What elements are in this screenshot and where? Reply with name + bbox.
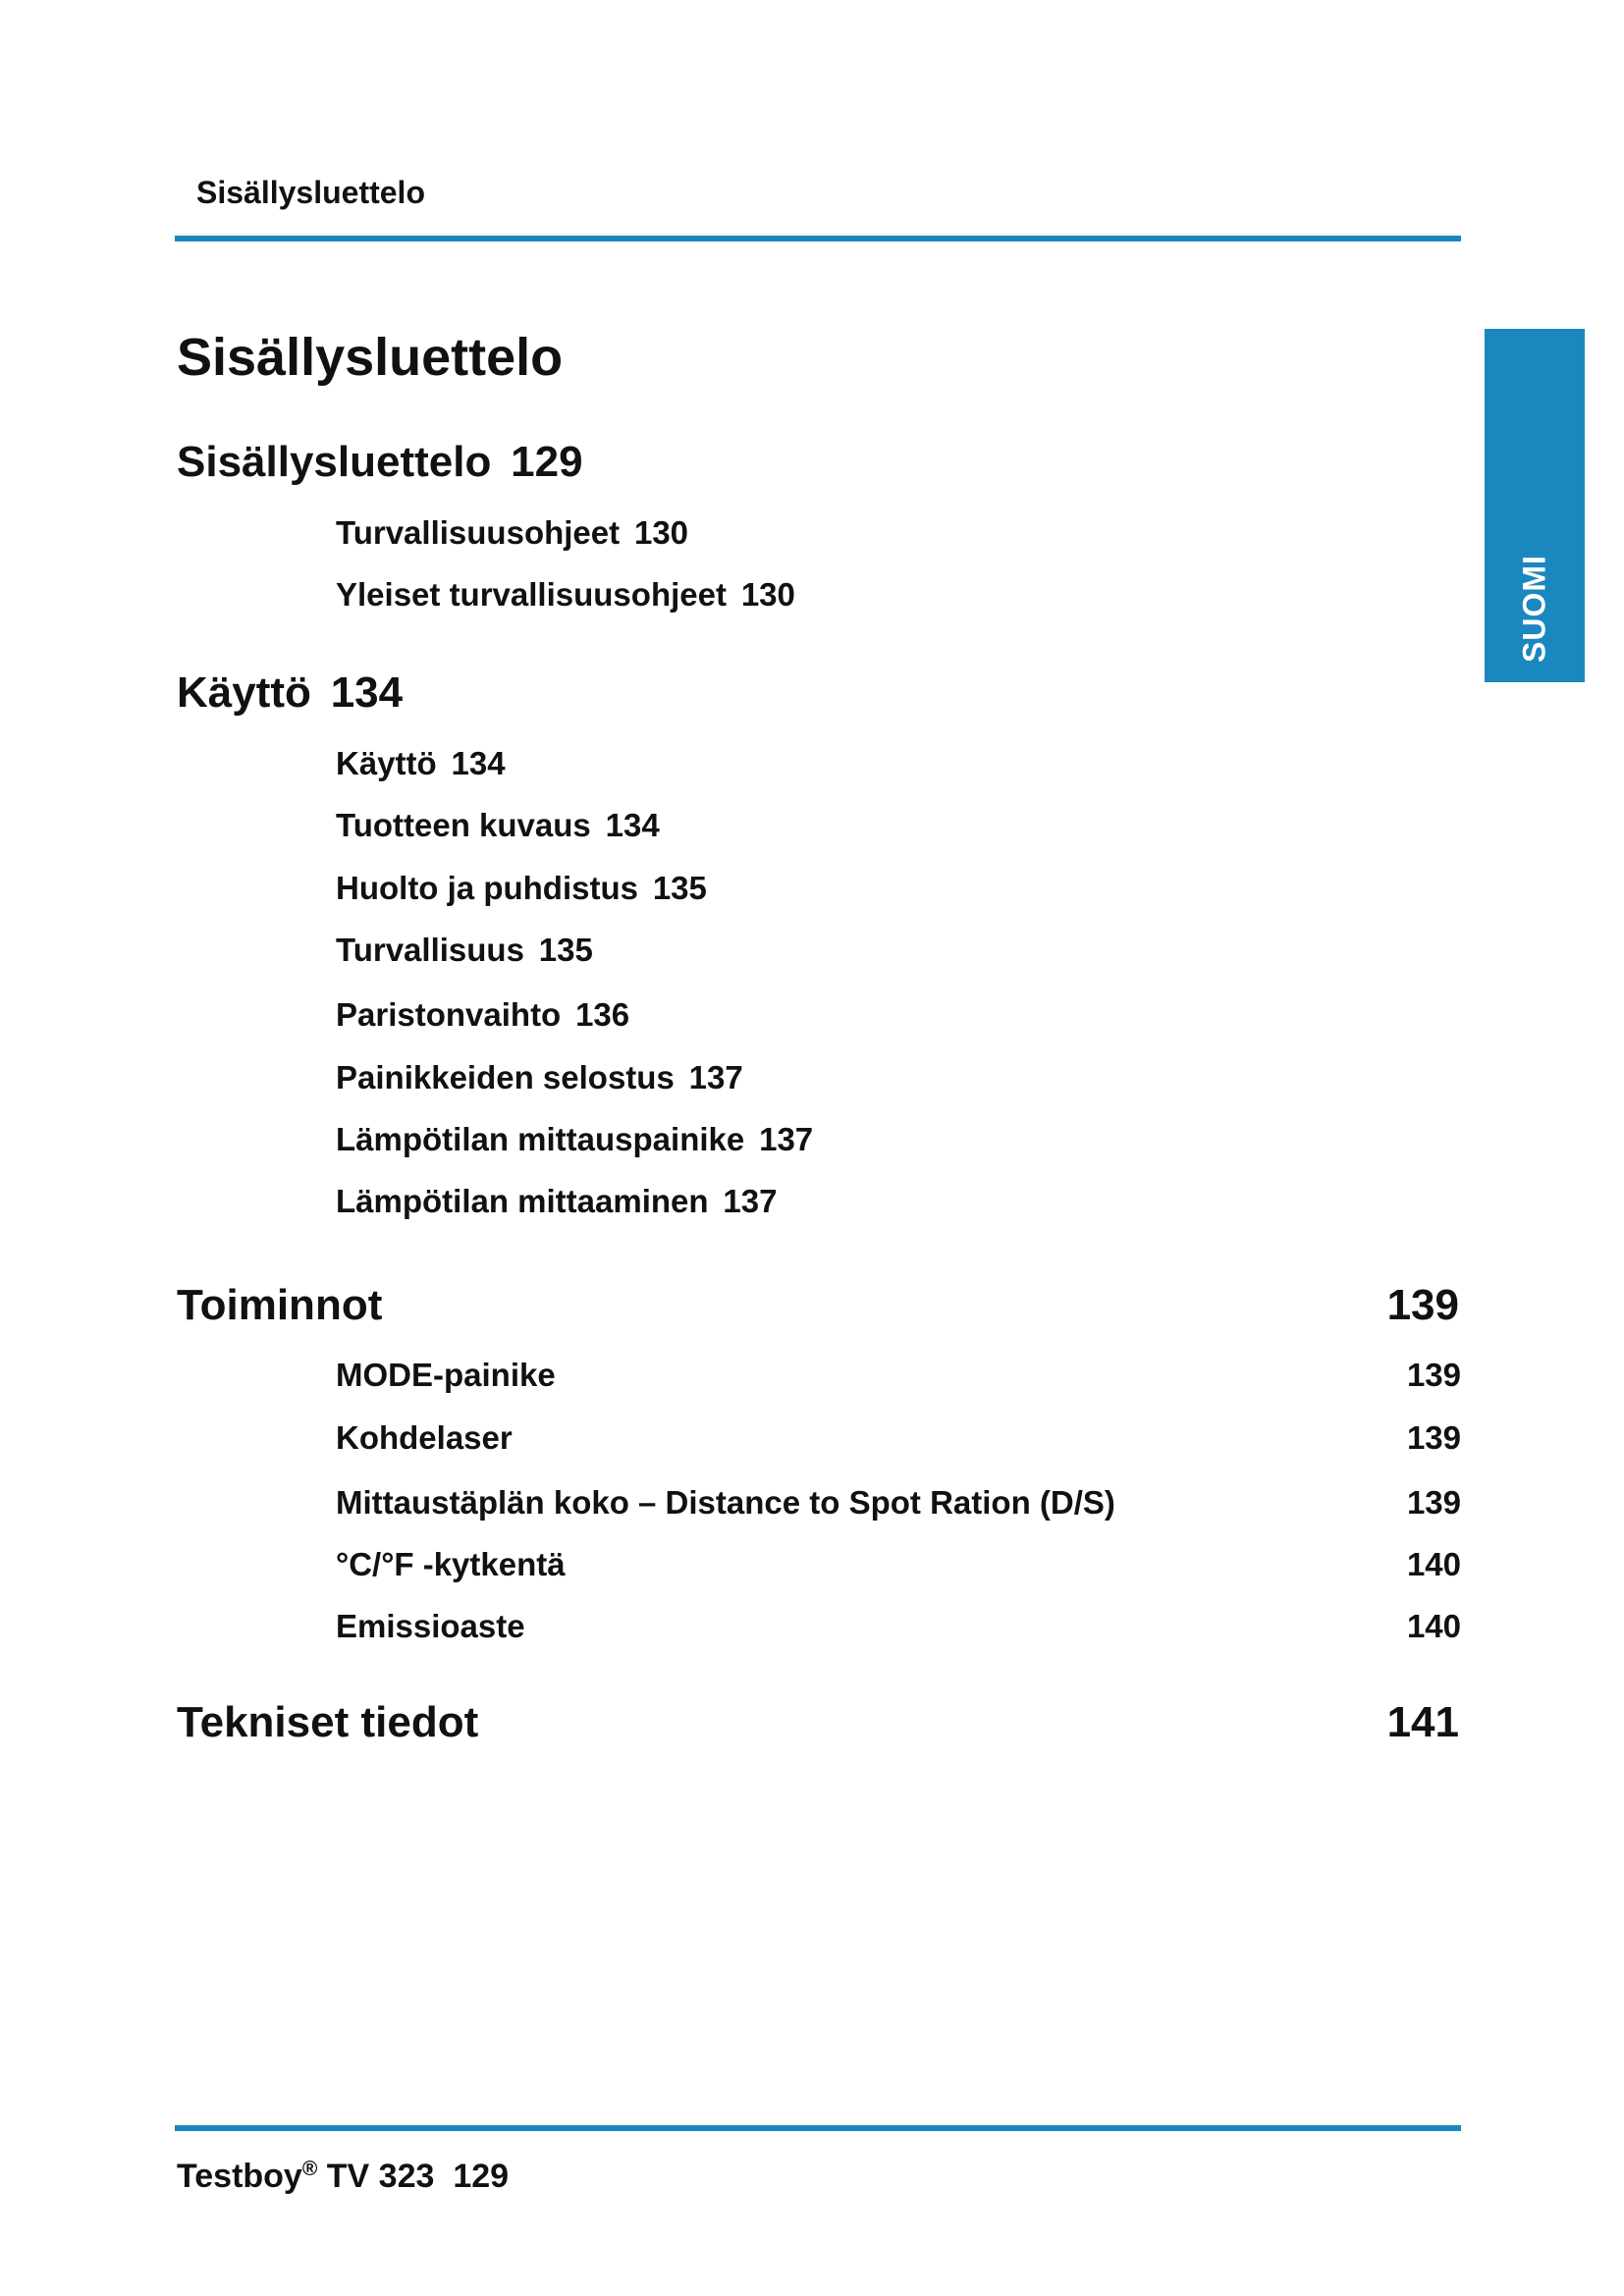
toc-entry-page: 137	[688, 1059, 743, 1095]
toc-entry-page: 135	[652, 870, 707, 906]
footer	[177, 2158, 509, 2196]
toc-entry-title: Paristonvaihto	[336, 996, 562, 1033]
footer-page-number: 129	[453, 2158, 510, 2195]
toc-chapter-title: Toiminnot	[177, 1281, 383, 1329]
toc-entry-page: 139	[1406, 1419, 1461, 1456]
toc-entry-title: Lämpötilan mittauspainike	[336, 1121, 745, 1157]
footer-model: TV 323	[326, 2158, 435, 2195]
toc-entry[interactable]	[336, 1121, 813, 1158]
toc-entry[interactable]	[336, 807, 660, 844]
toc-chapter-page: 139	[1386, 1281, 1459, 1329]
toc-entry-title: Huolto ja puhdistus	[336, 870, 638, 906]
toc-entry-title: °C/°F -kytkentä	[336, 1546, 566, 1582]
toc-chapter-title: Käyttö	[177, 668, 311, 717]
toc-entry-title: Yleiset turvallisuusohjeet	[336, 576, 727, 613]
header-rule	[175, 236, 1461, 241]
toc-entry[interactable]	[336, 1183, 777, 1220]
toc-entry-title: Kohdelaser	[336, 1419, 513, 1456]
toc-entry-title: Lämpötilan mittaaminen	[336, 1183, 709, 1219]
toc-entry-page: 130	[740, 576, 795, 613]
toc-entry-title: Käyttö	[336, 745, 437, 781]
toc-entry[interactable]	[336, 996, 629, 1034]
toc-chapter-page: 141	[1386, 1698, 1459, 1746]
toc-entry[interactable]	[336, 514, 688, 552]
toc-entry[interactable]	[336, 932, 593, 969]
toc-chapter-page: 134	[330, 668, 404, 717]
language-tab	[1485, 329, 1585, 682]
registered-mark: ®	[301, 2158, 318, 2180]
toc-entry-page: 140	[1406, 1546, 1461, 1582]
toc-entry-title: Turvallisuus	[336, 932, 524, 968]
toc-entry[interactable]	[336, 870, 707, 907]
toc-entry-title: Mittaustäplän koko – Distance to Spot Ration (D/S)	[336, 1484, 1115, 1521]
toc-entry-page: 135	[538, 932, 593, 968]
toc-entry-page: 137	[723, 1183, 778, 1219]
toc-entry-page: 134	[451, 745, 506, 781]
running-header: Sisällysluettelo	[196, 175, 425, 210]
toc-entry-title: MODE-painike	[336, 1357, 556, 1393]
toc-entry-page: 140	[1406, 1608, 1461, 1644]
toc-entry[interactable]	[336, 576, 795, 614]
toc-chapter-sisallysluettelo[interactable]	[177, 438, 583, 487]
footer-rule	[175, 2125, 1461, 2131]
toc-chapter-title: Sisällysluettelo	[177, 438, 492, 486]
page-title: Sisällysluettelo	[177, 328, 564, 387]
toc-entry-page: 130	[633, 514, 689, 551]
toc-entry[interactable]	[336, 1059, 743, 1096]
toc-entry-page: 134	[605, 807, 660, 843]
toc-entry-title: Painikkeiden selostus	[336, 1059, 675, 1095]
toc-entry-page: 136	[575, 996, 630, 1033]
toc-entry-title: Emissioaste	[336, 1608, 525, 1644]
toc-entry-page: 139	[1406, 1484, 1461, 1521]
toc-entry-page: 137	[759, 1121, 814, 1157]
toc-chapter-page: 129	[511, 438, 583, 486]
toc-entry-title: Tuotteen kuvaus	[336, 807, 591, 843]
toc-entry-page: 139	[1406, 1357, 1461, 1393]
toc-entry-title: Turvallisuusohjeet	[336, 514, 621, 551]
toc-entry[interactable]	[336, 745, 506, 782]
footer-brand: Testboy	[177, 2158, 302, 2195]
toc-chapter-kaytto[interactable]	[177, 668, 403, 718]
language-tab-label: SUOMI	[1516, 555, 1552, 663]
toc-chapter-title: Tekniset tiedot	[177, 1698, 479, 1746]
